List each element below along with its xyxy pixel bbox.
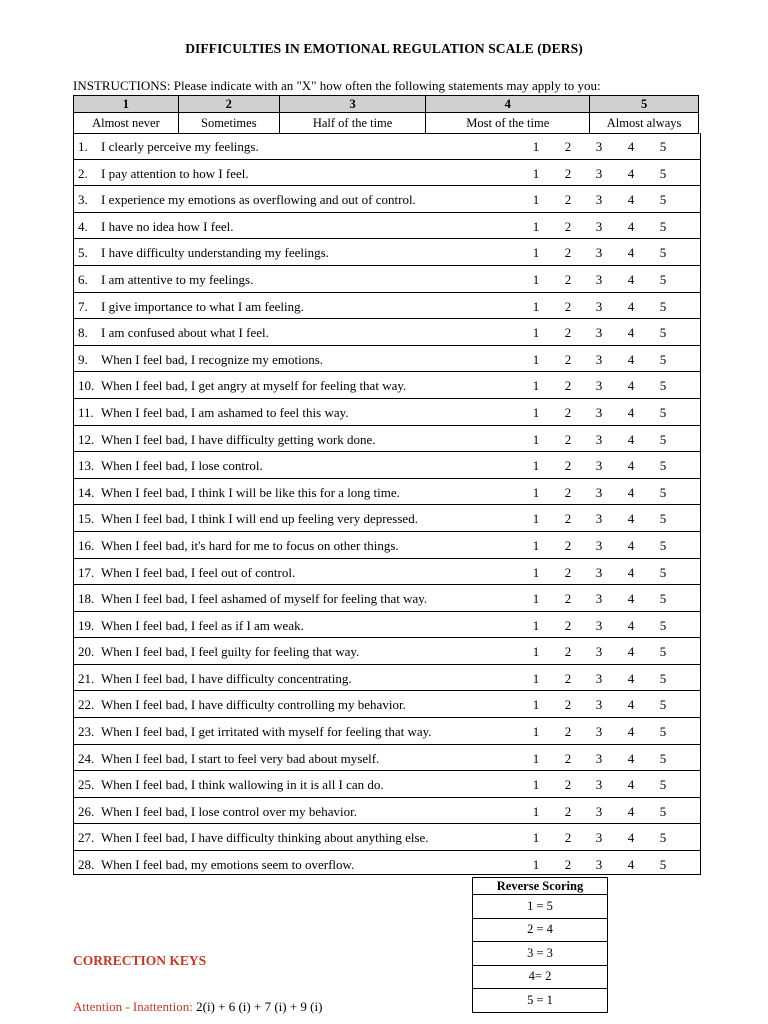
scale-option[interactable]: 2 [564, 351, 572, 367]
scale-option[interactable]: 3 [595, 724, 603, 740]
item-text: When I feel bad, I think wallowing in it is all I can do. [101, 777, 384, 793]
scale-option[interactable]: 2 [564, 537, 572, 553]
legend-num: 4 [426, 96, 590, 113]
item-row [74, 239, 700, 266]
scale-option[interactable]: 4 [627, 591, 635, 607]
item-number: 6. [78, 271, 88, 287]
scale-option[interactable]: 4 [627, 139, 635, 154]
scale-option[interactable]: 1 [532, 830, 540, 846]
scale-option[interactable]: 4 [627, 777, 635, 793]
scale-option[interactable]: 4 [627, 218, 635, 234]
item-row [74, 559, 700, 586]
item-text: I am confused about what I feel. [101, 325, 269, 341]
scale-option[interactable]: 4 [627, 404, 635, 420]
scale-option[interactable]: 4 [627, 697, 635, 713]
item-text: I experience my emotions as overflowing and out of control. [101, 192, 416, 208]
scale-option[interactable]: 3 [595, 750, 603, 766]
scale-option[interactable]: 1 [532, 404, 540, 420]
item-row [74, 505, 700, 532]
scale-option[interactable]: 4 [627, 298, 635, 314]
scale-option[interactable]: 5 [659, 697, 667, 713]
item-number: 17. [78, 564, 95, 580]
scale-option[interactable]: 5 [659, 537, 667, 553]
item-number: 11. [78, 404, 94, 420]
scale-option[interactable]: 2 [564, 777, 572, 793]
item-text: When I feel bad, my emotions seem to overflow. [101, 857, 355, 873]
scale-option[interactable]: 5 [659, 777, 667, 793]
item-row [74, 213, 700, 240]
item-row [74, 745, 700, 772]
item-row [74, 133, 700, 160]
item-row [74, 160, 700, 187]
item-number: 22. [78, 697, 95, 713]
legend-num: 3 [279, 96, 426, 113]
item-number: 14. [78, 484, 95, 500]
scale-option[interactable]: 1 [532, 271, 540, 287]
scale-option[interactable]: 4 [627, 431, 635, 447]
scale-option[interactable]: 1 [532, 644, 540, 660]
formula-line [73, 999, 322, 1015]
scale-option[interactable]: 4 [627, 351, 635, 367]
scale-option[interactable]: 4 [627, 325, 635, 341]
scale-option[interactable]: 3 [595, 591, 603, 607]
scale-option[interactable]: 1 [532, 351, 540, 367]
item-text: When I feel bad, I feel as if I am weak. [101, 617, 304, 633]
scale-option[interactable]: 4 [627, 617, 635, 633]
scale-option[interactable]: 5 [659, 724, 667, 740]
scale-option[interactable]: 3 [595, 697, 603, 713]
scale-option[interactable]: 2 [564, 378, 572, 394]
scale-option[interactable]: 2 [564, 803, 572, 819]
reverse-row: 1 = 5 [473, 895, 608, 919]
scale-option[interactable]: 2 [564, 644, 572, 660]
scale-option[interactable]: 3 [595, 378, 603, 394]
scale-option[interactable]: 4 [627, 670, 635, 686]
scale-option[interactable]: 3 [595, 777, 603, 793]
item-row [74, 372, 700, 399]
scale-option[interactable]: 5 [659, 458, 667, 474]
item-row [74, 452, 700, 479]
scale-option[interactable]: 4 [627, 537, 635, 553]
correction-keys-heading: CORRECTION KEYS [73, 953, 207, 968]
items-list [73, 133, 701, 875]
scale-option[interactable]: 3 [595, 458, 603, 474]
item-number: 24. [78, 750, 95, 766]
item-text: When I feel bad, I feel out of control. [101, 564, 296, 580]
scale-option[interactable]: 3 [595, 484, 603, 500]
scale-option[interactable]: 1 [532, 670, 540, 686]
scale-option[interactable]: 4 [627, 803, 635, 819]
item-row [74, 798, 700, 825]
item-text: When I feel bad, I lose control. [101, 458, 263, 474]
scale-option[interactable]: 4 [627, 165, 635, 181]
scale-option[interactable]: 2 [564, 617, 572, 633]
scale-option[interactable]: 3 [595, 564, 603, 580]
scale-option[interactable]: 1 [532, 218, 540, 234]
item-row [74, 612, 700, 639]
scale-option[interactable]: 2 [564, 325, 572, 341]
item-number: 10. [78, 378, 95, 394]
item-text: When I feel bad, I feel guilty for feeling that way. [101, 644, 360, 660]
scale-option[interactable]: 5 [659, 404, 667, 420]
scale-option[interactable]: 2 [564, 484, 572, 500]
scale-option[interactable]: 2 [564, 591, 572, 607]
scale-option[interactable]: 3 [595, 537, 603, 553]
scale-option[interactable]: 3 [595, 298, 603, 314]
scale-option[interactable]: 1 [532, 857, 540, 873]
item-text: When I feel bad, it's hard for me to focus on other things. [101, 537, 399, 553]
item-number: 25. [78, 777, 95, 793]
item-number: 18. [78, 591, 95, 607]
scale-option[interactable]: 1 [532, 484, 540, 500]
item-number: 8. [78, 325, 88, 341]
scale-option[interactable]: 4 [627, 857, 635, 873]
item-number: 23. [78, 724, 95, 740]
scale-option[interactable]: 3 [595, 857, 603, 873]
item-row [74, 346, 700, 373]
scale-option[interactable]: 3 [595, 351, 603, 367]
scale-option[interactable]: 2 [564, 298, 572, 314]
scale-option[interactable]: 3 [595, 431, 603, 447]
scale-option[interactable]: 1 [532, 697, 540, 713]
scale-option[interactable]: 5 [659, 431, 667, 447]
scale-option[interactable]: 5 [659, 192, 667, 208]
item-row [74, 638, 700, 665]
scale-option[interactable]: 2 [564, 670, 572, 686]
scale-option[interactable]: 3 [595, 271, 603, 287]
item-number: 21. [78, 670, 95, 686]
legend-num: 2 [178, 96, 279, 113]
scale-option[interactable]: 1 [532, 750, 540, 766]
scale-option[interactable]: 3 [595, 192, 603, 208]
scale-option[interactable]: 4 [627, 245, 635, 261]
item-row [74, 665, 700, 692]
scale-option[interactable]: 1 [532, 325, 540, 341]
item-text: When I feel bad, I start to feel very bad about myself. [101, 750, 380, 766]
scale-option[interactable]: 2 [564, 458, 572, 474]
item-number: 15. [78, 511, 95, 527]
scale-option[interactable]: 1 [532, 245, 540, 261]
scale-legend [73, 95, 699, 134]
item-number: 20. [78, 644, 95, 660]
scale-option[interactable]: 2 [564, 431, 572, 447]
scale-option[interactable]: 5 [659, 564, 667, 580]
scale-option[interactable]: 2 [564, 218, 572, 234]
scale-option[interactable]: 2 [564, 271, 572, 287]
item-text: I am attentive to my feelings. [101, 271, 254, 287]
scale-option[interactable]: 1 [532, 591, 540, 607]
item-row [74, 186, 700, 213]
reverse-row: 5 = 1 [473, 989, 608, 1013]
item-text: When I feel bad, I get angry at myself for feeling that way. [101, 378, 407, 394]
scale-option[interactable]: 1 [532, 298, 540, 314]
item-row [74, 585, 700, 612]
scale-option[interactable]: 5 [659, 139, 667, 154]
item-row [74, 771, 700, 798]
scale-option[interactable]: 4 [627, 458, 635, 474]
scale-option[interactable]: 3 [595, 617, 603, 633]
item-row [74, 532, 700, 559]
scale-option[interactable]: 2 [564, 192, 572, 208]
scale-option[interactable]: 3 [595, 670, 603, 686]
scale-option[interactable]: 5 [659, 218, 667, 234]
scale-option[interactable]: 2 [564, 564, 572, 580]
scale-option[interactable]: 4 [627, 564, 635, 580]
item-row [74, 266, 700, 293]
scale-option[interactable]: 2 [564, 830, 572, 846]
item-number: 16. [78, 537, 95, 553]
item-text: I pay attention to how I feel. [101, 165, 249, 181]
item-text: When I feel bad, I have difficulty getting work done. [101, 431, 376, 447]
scale-option[interactable]: 5 [659, 670, 667, 686]
scale-option[interactable]: 5 [659, 803, 667, 819]
scale-option[interactable]: 5 [659, 644, 667, 660]
scale-option[interactable]: 4 [627, 271, 635, 287]
scale-option[interactable]: 5 [659, 484, 667, 500]
scale-option[interactable]: 5 [659, 271, 667, 287]
item-text: I have difficulty understanding my feelings. [101, 245, 329, 261]
scale-option[interactable]: 4 [627, 724, 635, 740]
item-text: When I feel bad, I have difficulty thinking about anything else. [101, 830, 429, 846]
item-number: 9. [78, 351, 88, 367]
scale-option[interactable]: 1 [532, 165, 540, 181]
scale-option[interactable]: 5 [659, 617, 667, 633]
item-text: When I feel bad, I am ashamed to feel this way. [101, 404, 349, 420]
item-text: When I feel bad, I think I will end up feeling very depressed. [101, 511, 418, 527]
item-number: 5. [78, 245, 88, 261]
scale-option[interactable]: 2 [564, 857, 572, 873]
scale-option[interactable]: 1 [532, 803, 540, 819]
reverse-row: 3 = 3 [473, 942, 608, 966]
item-number: 4. [78, 218, 88, 234]
reverse-scoring-table [472, 877, 608, 1013]
scale-option[interactable]: 4 [627, 830, 635, 846]
scale-option[interactable]: 4 [627, 511, 635, 527]
scale-option[interactable]: 3 [595, 245, 603, 261]
scale-option[interactable]: 3 [595, 218, 603, 234]
reverse-row: 2 = 4 [473, 918, 608, 942]
item-number: 27. [78, 830, 95, 846]
item-number: 3. [78, 192, 88, 208]
scale-option[interactable]: 1 [532, 537, 540, 553]
formula-label: Attention - Inattention: [73, 999, 193, 1014]
scale-option[interactable]: 1 [532, 564, 540, 580]
reverse-scoring-heading: Reverse Scoring [473, 878, 608, 895]
scale-option[interactable]: 2 [564, 697, 572, 713]
item-text: When I feel bad, I recognize my emotions. [101, 351, 323, 367]
scale-option[interactable]: 2 [564, 165, 572, 181]
item-text: When I feel bad, I feel ashamed of myself for feeling that way. [101, 591, 428, 607]
scale-option[interactable]: 3 [595, 830, 603, 846]
legend-num: 1 [74, 96, 179, 113]
scale-option[interactable]: 2 [564, 724, 572, 740]
item-row [74, 691, 700, 718]
scale-option[interactable]: 3 [595, 644, 603, 660]
scale-option[interactable]: 3 [595, 325, 603, 341]
scale-option[interactable]: 1 [532, 192, 540, 208]
scale-option[interactable]: 5 [659, 298, 667, 314]
scale-option[interactable]: 4 [627, 484, 635, 500]
item-number: 2. [78, 165, 88, 181]
item-text: When I feel bad, I think I will be like this for a long time. [101, 484, 400, 500]
scale-option[interactable]: 5 [659, 378, 667, 394]
formula-expression: 2(i) + 6 (i) + 7 (i) + 9 (i) [196, 999, 323, 1014]
scale-option[interactable]: 5 [659, 325, 667, 341]
scale-option[interactable]: 5 [659, 245, 667, 261]
scale-option[interactable]: 1 [532, 777, 540, 793]
legend-num: 5 [590, 96, 699, 113]
item-row [74, 479, 700, 506]
reverse-row: 4= 2 [473, 965, 608, 989]
item-row [74, 293, 700, 320]
item-text: I clearly perceive my feelings. [101, 139, 259, 154]
item-number: 7. [78, 298, 88, 314]
scale-option[interactable]: 1 [532, 617, 540, 633]
scale-option[interactable]: 2 [564, 511, 572, 527]
legend-label: Almost always [590, 113, 699, 134]
item-number: 26. [78, 803, 95, 819]
item-text: I have no idea how I feel. [101, 218, 234, 234]
scale-option[interactable]: 5 [659, 165, 667, 181]
item-text: I give importance to what I am feeling. [101, 298, 304, 314]
scale-option[interactable]: 3 [595, 803, 603, 819]
page-title: DIFFICULTIES IN EMOTIONAL REGULATION SCALE (DERS) [185, 41, 583, 56]
scale-option[interactable]: 4 [627, 378, 635, 394]
scale-option[interactable]: 1 [532, 431, 540, 447]
legend-label: Most of the time [426, 113, 590, 134]
scale-option[interactable]: 1 [532, 511, 540, 527]
legend-label: Sometimes [178, 113, 279, 134]
scale-option[interactable]: 2 [564, 404, 572, 420]
scale-option[interactable]: 5 [659, 750, 667, 766]
scale-option[interactable]: 4 [627, 750, 635, 766]
legend-label: Almost never [74, 113, 179, 134]
item-number: 1. [78, 139, 88, 154]
scale-option[interactable]: 2 [564, 245, 572, 261]
instructions-text: INSTRUCTIONS: Please indicate with an "X" how often the following statements may apply to you: [73, 78, 601, 93]
scale-option[interactable]: 1 [532, 139, 540, 154]
scale-option[interactable]: 3 [595, 511, 603, 527]
item-number: 28. [78, 857, 95, 873]
item-number: 13. [78, 458, 95, 474]
item-text: When I feel bad, I have difficulty concentrating. [101, 670, 352, 686]
scale-option[interactable]: 1 [532, 378, 540, 394]
scale-option[interactable]: 5 [659, 857, 667, 873]
scale-option[interactable]: 5 [659, 830, 667, 846]
item-number: 12. [78, 431, 95, 447]
item-row [74, 399, 700, 426]
item-text: When I feel bad, I have difficulty controlling my behavior. [101, 697, 406, 713]
item-row [74, 824, 700, 851]
item-row [74, 319, 700, 346]
item-row [74, 426, 700, 453]
scale-option[interactable]: 4 [627, 192, 635, 208]
legend-label: Half of the time [279, 113, 426, 134]
scale-option[interactable]: 2 [564, 139, 572, 154]
scale-option[interactable]: 1 [532, 458, 540, 474]
scale-option[interactable]: 3 [595, 404, 603, 420]
item-row [74, 718, 700, 745]
scale-option[interactable]: 3 [595, 139, 603, 154]
item-text: When I feel bad, I lose control over my behavior. [101, 803, 357, 819]
item-text: When I feel bad, I get irritated with myself for feeling that way. [101, 724, 432, 740]
scale-option[interactable]: 5 [659, 511, 667, 527]
scale-option[interactable]: 4 [627, 644, 635, 660]
scale-option[interactable]: 5 [659, 351, 667, 367]
item-number: 19. [78, 617, 95, 633]
item-row [74, 851, 700, 875]
scale-option[interactable]: 5 [659, 591, 667, 607]
scale-option[interactable]: 1 [532, 724, 540, 740]
scale-option[interactable]: 2 [564, 750, 572, 766]
scale-option[interactable]: 3 [595, 165, 603, 181]
